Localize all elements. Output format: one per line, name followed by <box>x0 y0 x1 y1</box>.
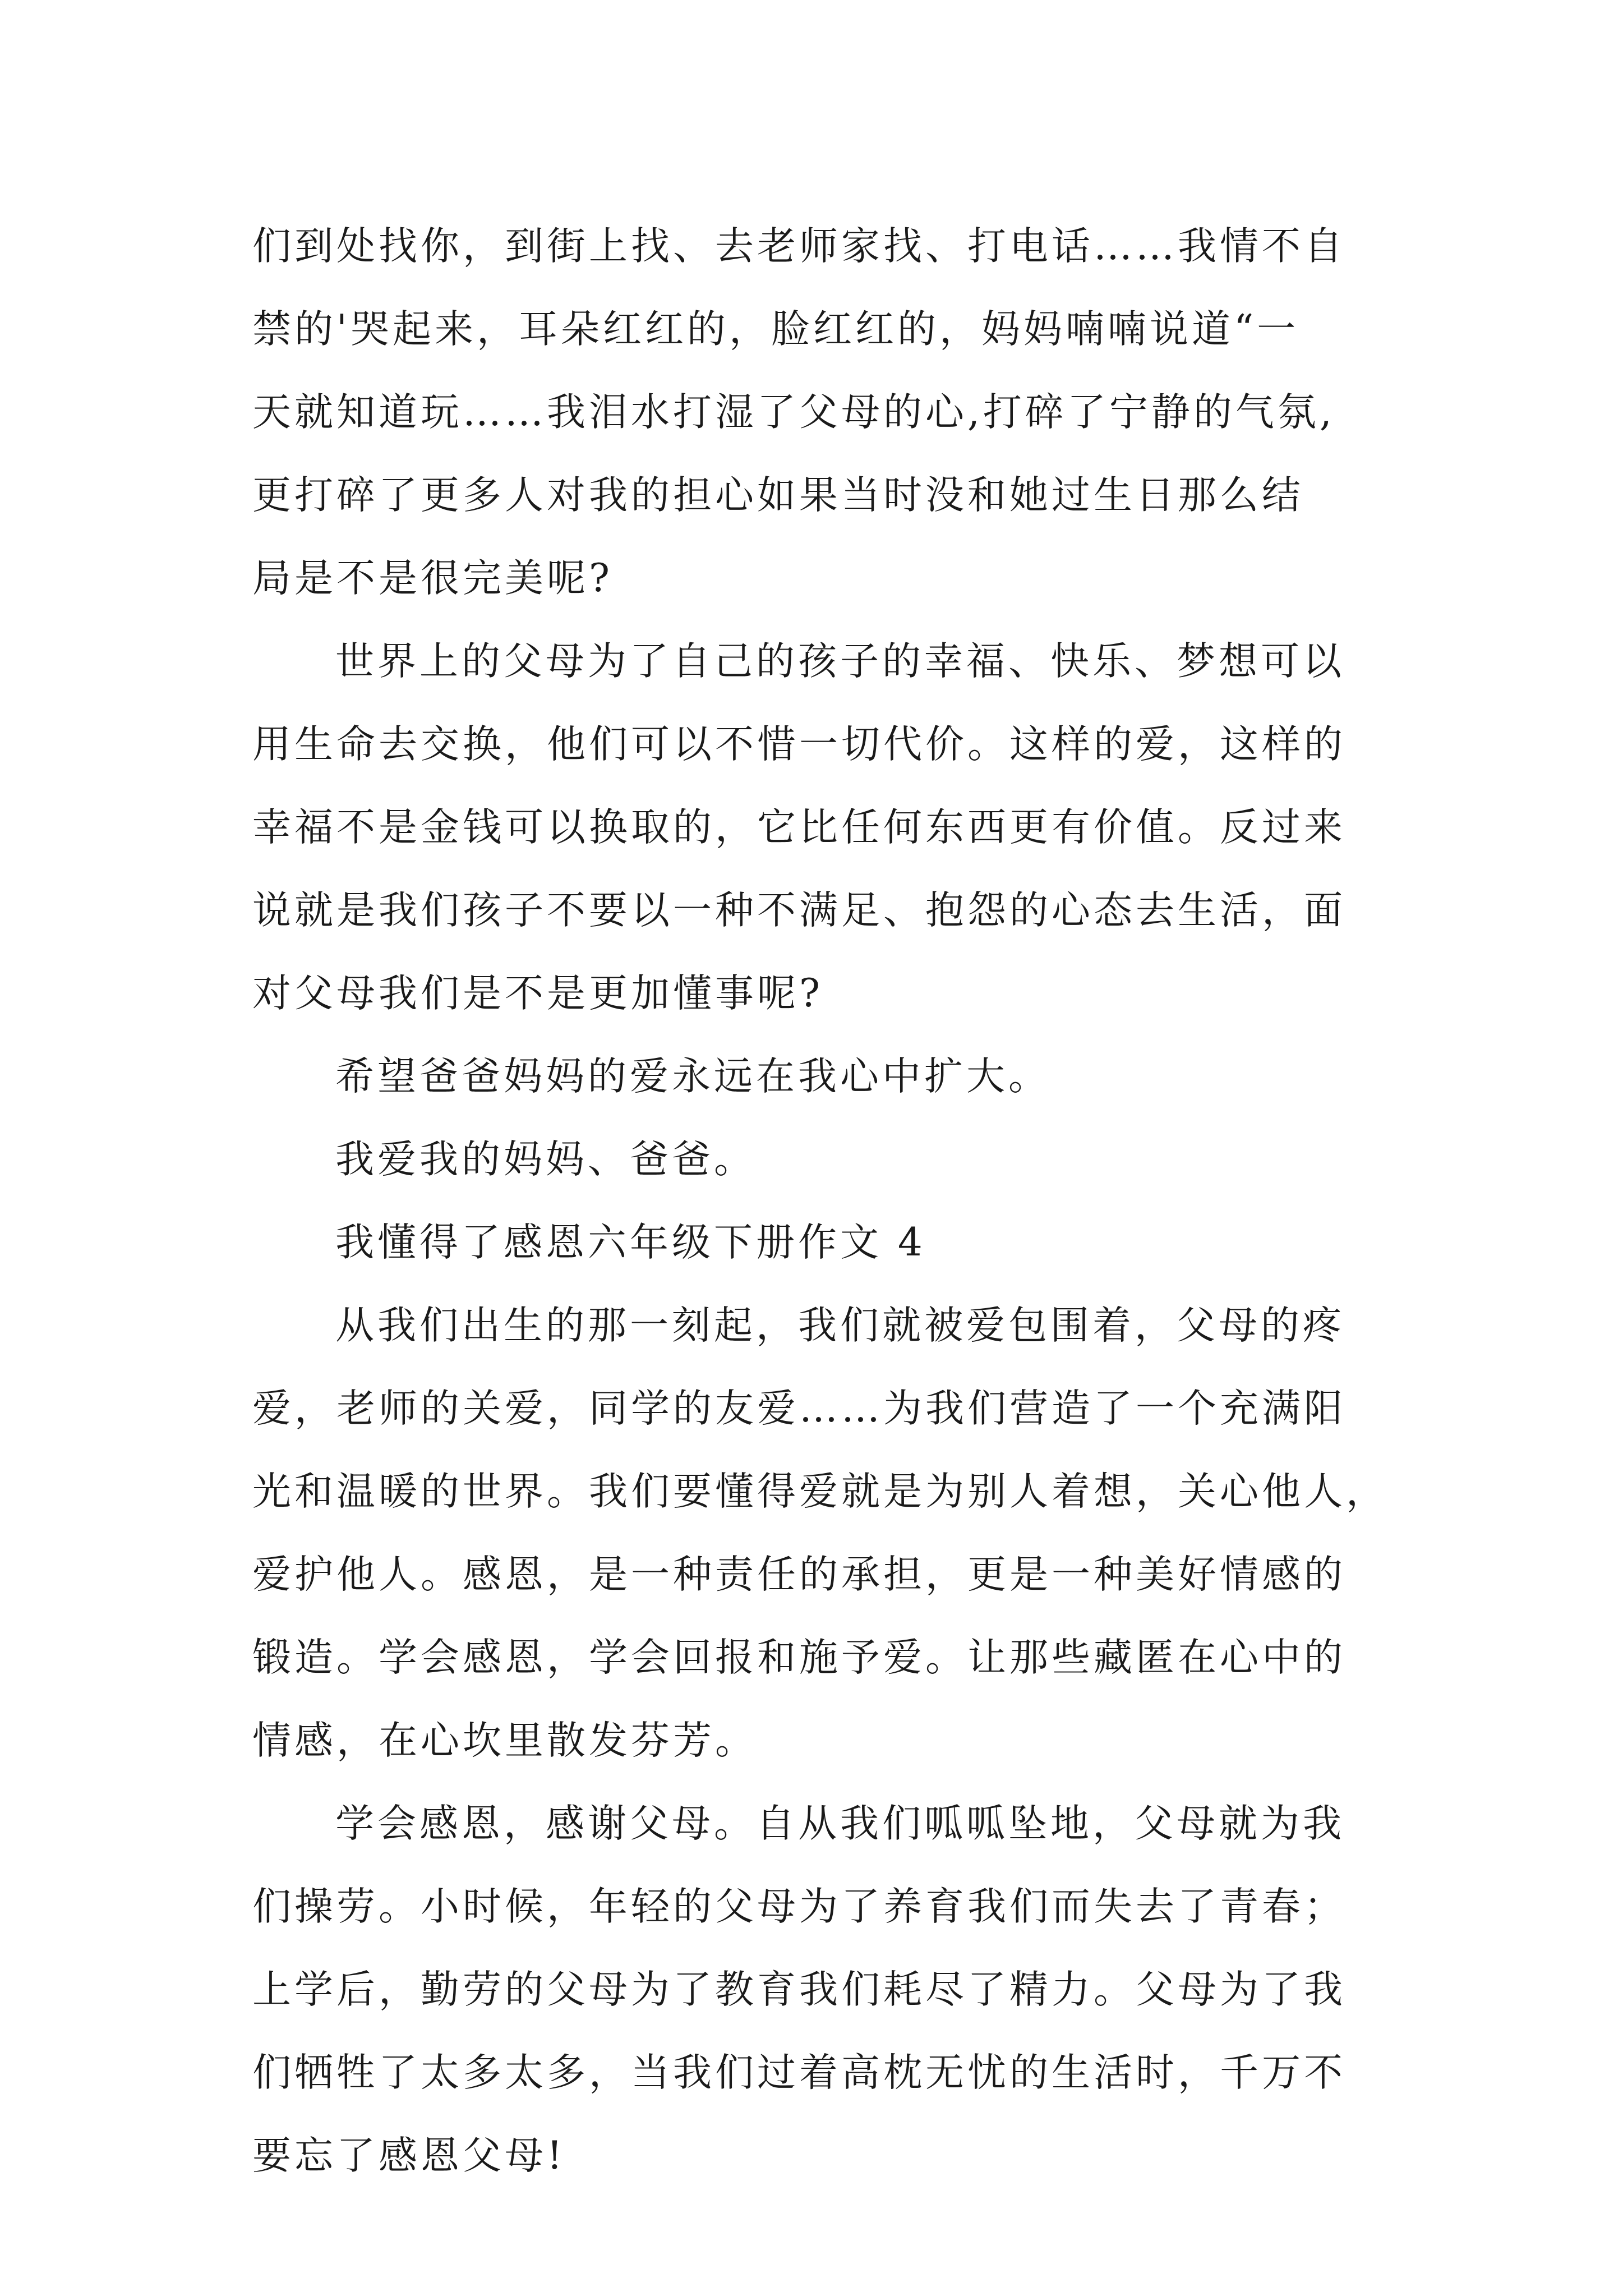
text-line: 更打碎了更多人对我的担心如果当时没和她过生日那么结 <box>252 473 1304 518</box>
text-line: 们操劳。小时候，年轻的父母为了养育我们而失去了青春； <box>252 1884 1346 1929</box>
paragraph-first-line: 从我们出生的那一刻起，我们就被爱包围着，父母的疼 <box>335 1303 1345 1348</box>
text-line: 上学后，勤劳的父母为了教育我们耗尽了精力。父母为了我 <box>252 1967 1346 2012</box>
paragraph-first-line: 学会感恩，感谢父母。自从我们呱呱坠地，父母就为我 <box>335 1801 1345 1846</box>
text-line: 用生命去交换，他们可以不惜一切代价。这样的爱，这样的 <box>252 722 1346 767</box>
paragraph-first-line: 希望爸爸妈妈的爱永远在我心中扩大。 <box>335 1054 1050 1099</box>
text-line: 对父母我们是不是更加懂事呢? <box>252 971 823 1016</box>
text-line: 幸福不是金钱可以换取的，它比任何东西更有价值。反过来 <box>252 805 1346 850</box>
text-line: 们到处找你，到街上找、去老师家找、打电话……我情不自 <box>252 224 1346 269</box>
text-line: 要忘了感恩父母! <box>252 2133 566 2178</box>
essay-heading: 我懂得了感恩六年级下册作文 4 <box>335 1220 926 1265</box>
text-line: 情感，在心坎里散发芬芳。 <box>252 1718 757 1763</box>
text-line: 爱，老师的关爱，同学的友爱……为我们营造了一个充满阳 <box>252 1386 1346 1431</box>
text-line: 说就是我们孩子不要以一种不满足、抱怨的心态去生活，面 <box>252 888 1346 933</box>
text-line: 锻造。学会感恩，学会回报和施予爱。让那些藏匿在心中的 <box>252 1635 1346 1680</box>
text-line: 们牺牲了太多太多，当我们过着高枕无忧的生活时，千万不 <box>252 2050 1346 2095</box>
paragraph-first-line: 我爱我的妈妈、爸爸。 <box>335 1137 756 1182</box>
text-line: 光和温暖的世界。我们要懂得爱就是为别人着想，关心他人， <box>252 1469 1388 1514</box>
text-line: 爱护他人。感恩，是一种责任的承担，更是一种美好情感的 <box>252 1552 1346 1597</box>
text-line: 天就知道玩……我泪水打湿了父母的心,打碎了宁静的气氛, <box>252 390 1335 435</box>
text-line: 局是不是很完美呢? <box>252 556 613 601</box>
document-body <box>252 205 1402 2197</box>
paragraph-first-line: 世界上的父母为了自己的孩子的幸福、快乐、梦想可以 <box>335 639 1345 684</box>
text-line: 禁的'哭起来，耳朵红红的，脸红红的，妈妈喃喃说道“一 <box>252 307 1299 352</box>
